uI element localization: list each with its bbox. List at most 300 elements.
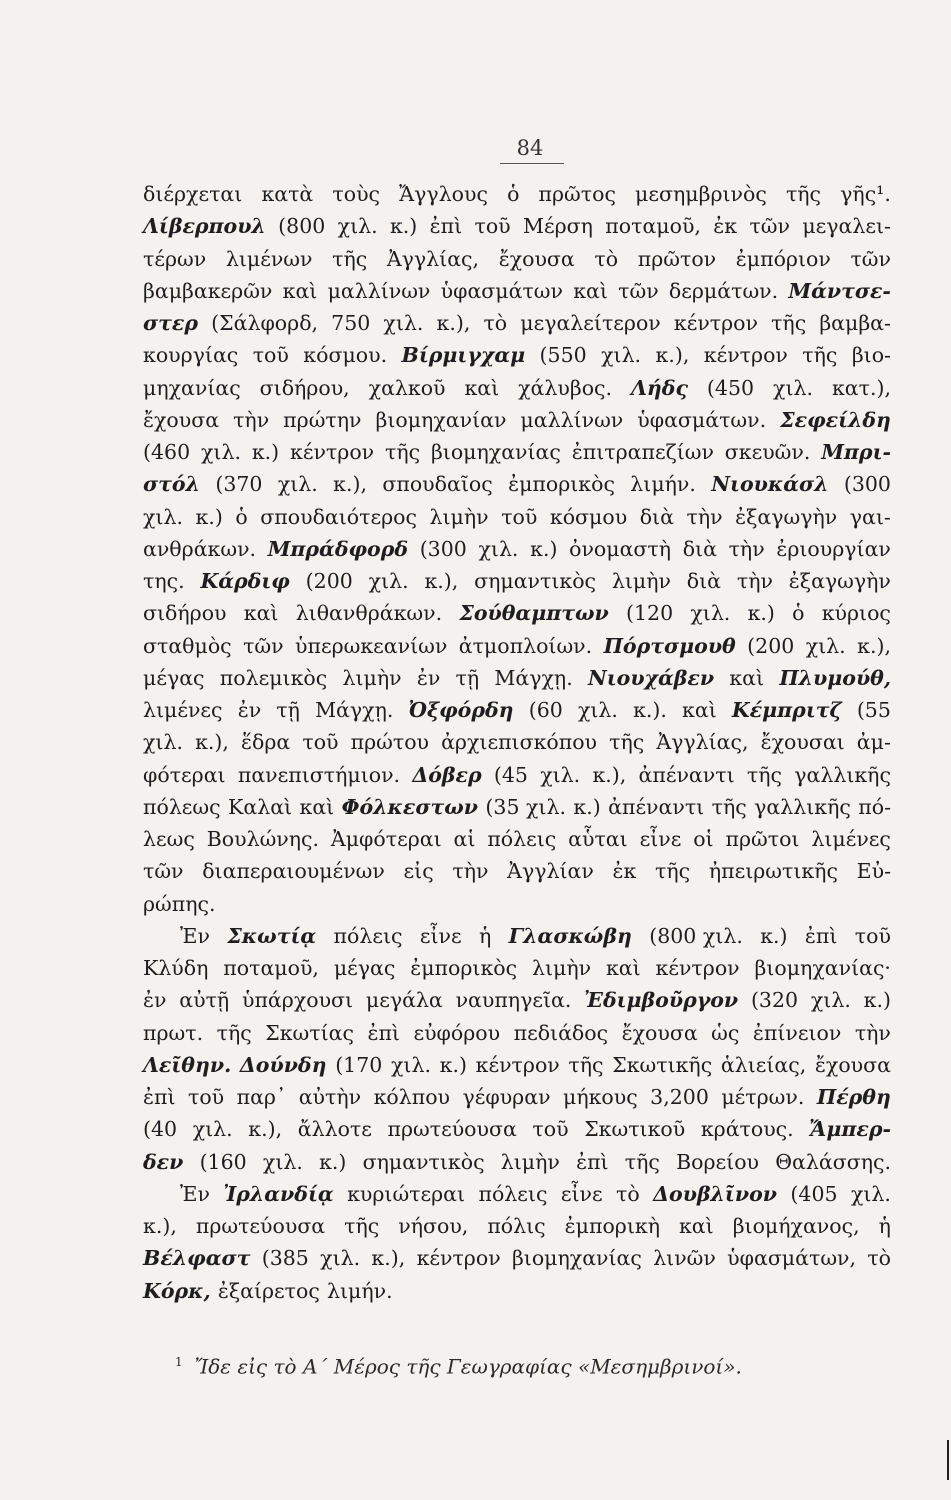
- word: πρώτην: [283, 407, 362, 432]
- word: τῆς: [802, 343, 838, 368]
- word: χιλ.: [540, 762, 581, 787]
- word: ὑπερωκεανίων: [295, 633, 448, 658]
- word: Ἀμφότεραι: [330, 827, 442, 851]
- text-line: [143, 855, 891, 887]
- text-line: [143, 565, 891, 597]
- word: ἐπίνειον: [752, 1020, 842, 1045]
- word: (40: [143, 1117, 178, 1142]
- footnote-marker: 1: [175, 1355, 183, 1369]
- word: κ.),: [195, 730, 229, 755]
- word: κέντρον: [475, 1052, 560, 1077]
- word: πανεπιστήμιον.: [237, 762, 401, 787]
- word: τῶν: [243, 633, 284, 658]
- word: τῆς: [624, 1149, 660, 1174]
- word: μεγαλείτερον: [520, 311, 661, 335]
- word: χιλ.: [277, 472, 318, 497]
- word: (370: [215, 472, 263, 497]
- text-line: [143, 823, 891, 855]
- word: Μάγχῃ.: [315, 698, 394, 722]
- word: λιμὴν: [500, 1149, 560, 1174]
- word: ἐπὶ: [804, 923, 838, 948]
- word: Ἀγγλίας,: [656, 730, 749, 755]
- word: κ.): [863, 988, 891, 1013]
- text-line: [143, 984, 891, 1016]
- word: χιλ.: [690, 601, 731, 626]
- place-name: Σούθαμπτων: [459, 601, 609, 626]
- word: ανθράκων.: [143, 536, 257, 561]
- word: χιλ.: [577, 698, 618, 722]
- word: λιμὴν: [531, 956, 592, 980]
- word: νήσου,: [398, 1214, 469, 1238]
- place-name: Μάντσε-: [788, 278, 891, 303]
- word: (55: [856, 698, 891, 722]
- word: σκευῶν.: [724, 440, 811, 464]
- word: ποταμοῦ,: [605, 214, 701, 239]
- text-line: [143, 630, 891, 662]
- footnote-text: Ἴδε εἰς τὸ Α´ Μέρος τῆς Γεωγραφίας «Μεσημβρινοί».: [194, 1354, 742, 1379]
- word: κόλπου: [373, 1085, 451, 1109]
- word: ἐξαίρετος: [217, 1278, 320, 1303]
- word: καὶ: [682, 698, 717, 722]
- word: (550: [539, 343, 587, 368]
- text-line: [143, 339, 891, 371]
- word: καὶ: [464, 375, 500, 400]
- word: κ.).: [633, 698, 667, 722]
- word: χιλ.: [368, 569, 409, 593]
- word: γαλλικῆς: [754, 794, 851, 819]
- word: (200: [747, 633, 795, 658]
- word: ἔχουσα: [621, 1020, 698, 1045]
- word: (60: [528, 698, 563, 722]
- word: λιμήν.: [630, 472, 696, 497]
- text-line: [143, 1146, 891, 1178]
- place-name: Λήδς: [631, 375, 688, 400]
- text-line: [143, 275, 891, 307]
- word: ἐκ: [713, 214, 738, 239]
- word: γέφυραν: [462, 1085, 551, 1109]
- word: τῇ: [276, 698, 300, 722]
- word: κ.),: [655, 343, 690, 368]
- word: πρῶτος: [538, 182, 616, 206]
- word: διὰ: [682, 536, 717, 561]
- word: κύριος: [821, 601, 891, 626]
- text-line: [143, 1017, 891, 1049]
- word: διὰ: [686, 569, 722, 593]
- text-line: [143, 468, 891, 500]
- word: αὐτῇ: [179, 988, 230, 1013]
- word: χιλ.: [601, 343, 642, 368]
- word: της.: [143, 569, 185, 593]
- word: Μέρση: [523, 214, 593, 239]
- word: Σκωτικοῦ: [584, 1117, 686, 1142]
- place-name: Πόρτσμουθ: [603, 633, 736, 658]
- text-line: [143, 533, 891, 565]
- word: αὐτὴν: [298, 1085, 362, 1109]
- word: κ.),: [592, 762, 627, 787]
- word: ἀτμοπλοίων.: [458, 633, 593, 658]
- word: τῆς: [785, 182, 822, 206]
- word: πρῶτον: [637, 246, 717, 271]
- word: κ.),: [857, 633, 891, 658]
- word: βιομηχανίαν: [375, 407, 507, 432]
- word: κόσμου.: [303, 343, 388, 368]
- word: βαμβακερῶν: [143, 278, 273, 303]
- word: τοῦ: [854, 923, 891, 948]
- place-name: Σεφείλδη: [780, 407, 891, 432]
- text-line: [143, 597, 891, 629]
- word: χιλ.: [478, 536, 519, 561]
- word: ἔχουσα: [143, 407, 220, 432]
- word: καὶ: [605, 956, 641, 980]
- word: Κλύδη: [143, 956, 209, 980]
- word: ἔχουσα: [498, 246, 575, 271]
- word: κέντρον: [673, 311, 758, 335]
- word: κ.): [319, 1149, 347, 1174]
- word: ἐν: [416, 665, 441, 690]
- word: βιο-: [851, 343, 891, 368]
- word: σταθμὸς: [143, 633, 232, 658]
- word: ἀμ-: [856, 730, 891, 755]
- word: (300: [419, 536, 467, 561]
- word: τοῦ: [302, 730, 339, 755]
- word: πόλις: [487, 1214, 546, 1238]
- word: πρώτου: [350, 730, 429, 755]
- word: (35 χιλ.: [485, 794, 566, 819]
- place-name: Μπράδφορδ: [267, 536, 409, 561]
- word: λιμένες: [143, 698, 223, 722]
- word: Ἄγγλους: [399, 182, 488, 206]
- word: (800: [278, 214, 326, 239]
- word: τῆς: [344, 1214, 380, 1238]
- word: Βουλώνης.: [206, 827, 320, 851]
- text-line: [143, 1275, 891, 1307]
- word: Εὐ-: [856, 859, 891, 884]
- word: τῆς: [384, 440, 421, 464]
- word: χιλ.: [143, 730, 183, 755]
- word: τοὺς: [332, 182, 381, 206]
- word: (120: [625, 601, 674, 626]
- word: κ.),: [143, 1214, 177, 1238]
- word: (45: [493, 762, 528, 787]
- word: ἐριουργίαν: [776, 536, 891, 561]
- word: κ.),: [248, 1117, 283, 1142]
- word: ἐπὶ: [576, 1149, 609, 1174]
- word: κέντρον: [703, 343, 788, 368]
- word: χιλ.: [192, 1117, 233, 1142]
- place-name: στόλ: [143, 472, 200, 497]
- word: (460: [143, 440, 191, 464]
- place-name: Νιουκάσλ: [711, 472, 829, 497]
- word: ἐξαγωγὴν: [788, 569, 891, 593]
- word: χιλ.: [320, 1246, 361, 1271]
- word: ἀπέναντι: [638, 762, 735, 787]
- place-name: Κάρδιφ: [200, 569, 290, 593]
- text-line: [143, 662, 891, 694]
- word: μηχανίας: [143, 375, 241, 400]
- text-line: [143, 1081, 891, 1113]
- word: ναυπηγεῖα.: [455, 988, 572, 1013]
- word: βιομηχανίας: [511, 1246, 642, 1271]
- word: πόλεως: [143, 794, 221, 819]
- text-line: [143, 1049, 891, 1081]
- word: κράτους.: [700, 1117, 794, 1142]
- word: λιμὴν: [611, 569, 671, 593]
- place-name: Πέρθη: [816, 1085, 891, 1109]
- word: ἐπὶ: [367, 1020, 400, 1045]
- word: (800 χιλ.: [649, 923, 743, 948]
- word: μέτρων.: [721, 1085, 805, 1109]
- place-name: στερ: [143, 311, 199, 335]
- word: σιδήρου: [143, 601, 227, 626]
- word: ἐν: [237, 698, 262, 722]
- text-line: [143, 178, 891, 210]
- text-line: [143, 501, 891, 533]
- place-name: Πλυμούθ,: [779, 665, 891, 690]
- text-line: [143, 307, 891, 339]
- word: Μάγχῃ.: [494, 665, 573, 690]
- word: χιλ.: [850, 1181, 891, 1206]
- word: πό-: [858, 794, 891, 819]
- word: Ἐν: [180, 1181, 210, 1206]
- word: μέγας: [143, 665, 205, 690]
- word: κ.): [747, 601, 775, 626]
- word: τοῦ: [252, 343, 289, 368]
- word: μεσημβρινὸς: [635, 182, 767, 206]
- page-edge-mark: [947, 1440, 949, 1480]
- word: τὸ: [594, 246, 619, 271]
- word: ἀπέναντι: [608, 794, 705, 819]
- word: χιλ.: [773, 375, 813, 400]
- word: (Σάλφορδ,: [211, 311, 319, 335]
- place-name: Κέμπριτζ: [731, 698, 842, 722]
- word: γῆς¹.: [840, 182, 891, 206]
- text-line: [143, 1113, 891, 1145]
- word: ἔχουσαι: [760, 730, 845, 755]
- word: τέρων: [143, 246, 207, 271]
- word: (170: [335, 1052, 383, 1077]
- word: γαλλικῆς: [794, 762, 891, 787]
- place-name: Δουβλῖνον: [653, 1181, 777, 1206]
- word: διέρχεται: [143, 182, 243, 206]
- word: κ.): [389, 214, 418, 239]
- word: εἶνε: [639, 827, 682, 851]
- word: κ.): [760, 923, 788, 948]
- word: βιομήχανος,: [732, 1214, 860, 1238]
- word: ἐμπορικὴ: [564, 1214, 660, 1238]
- place-name: Φόλκεστων: [341, 794, 478, 819]
- word: ὁ: [792, 601, 805, 626]
- word: σπουδαιότερος: [260, 504, 417, 529]
- text-line: [143, 1178, 891, 1210]
- word: ὑφασμάτων: [440, 278, 563, 303]
- word: ὑφασμάτων.: [637, 407, 767, 432]
- word: μέγας: [333, 956, 396, 980]
- word: ἐμπορικὸς: [508, 472, 615, 497]
- word: ὡς: [711, 1020, 740, 1045]
- word: (320: [750, 988, 799, 1013]
- word: Σκωτίας: [265, 1020, 354, 1045]
- word: κόσμου: [549, 504, 628, 529]
- word: τῶν: [143, 859, 184, 884]
- place-name: Δόβερ: [412, 762, 482, 787]
- word: τὴν: [452, 859, 489, 884]
- word: τὴν: [686, 504, 723, 529]
- word: κέντρον: [290, 440, 375, 464]
- place-name: Ἐδιμβοῦργον: [584, 988, 739, 1013]
- word: ἐν: [143, 988, 167, 1013]
- word: λιθανθράκων.: [295, 601, 443, 626]
- text-line: [143, 404, 891, 436]
- place-name: Μπρι-: [821, 440, 891, 464]
- word: χιλ.: [143, 504, 183, 529]
- word: χιλ.: [810, 988, 851, 1013]
- word: ἡ: [478, 923, 492, 948]
- text-line: [143, 888, 891, 920]
- place-name: Κόρκ,: [143, 1278, 211, 1303]
- word: χιλ.: [262, 1149, 303, 1174]
- text-line: [143, 1242, 891, 1274]
- place-name: Ἰρλανδίᾳ: [223, 1181, 334, 1206]
- body-text: [143, 178, 891, 1307]
- place-name: Ἄμπερ-: [809, 1117, 891, 1142]
- word: καὶ: [243, 601, 279, 626]
- word: μαλλίνων: [520, 407, 624, 432]
- word: αἱ: [453, 827, 476, 851]
- word: τῆς: [655, 859, 691, 884]
- word: ἐμπόριον: [735, 246, 831, 271]
- word: Σκωτικῆς: [612, 1052, 713, 1077]
- text-line: [143, 726, 891, 758]
- word: ὑφασμάτων,: [727, 1246, 857, 1271]
- word: τοῦ: [474, 214, 511, 239]
- word: τῆς: [609, 730, 645, 755]
- word: 3,200: [650, 1085, 709, 1109]
- word: πόλεις: [478, 1181, 548, 1206]
- text-line: [143, 791, 891, 823]
- word: (200: [305, 569, 353, 593]
- word: ἁλιείας,: [720, 1052, 807, 1077]
- word: λεως: [143, 827, 195, 851]
- word: σημαντικὸς: [474, 569, 597, 593]
- word: σημαντικὸς: [362, 1149, 485, 1174]
- word: καὶ: [299, 794, 335, 819]
- word: σπουδαῖος: [382, 472, 493, 497]
- word: ἕδρα: [241, 730, 291, 755]
- word: (405: [790, 1181, 838, 1206]
- footnote: [175, 1346, 875, 1383]
- word: τῶν: [850, 246, 891, 271]
- word: κ.): [195, 504, 223, 529]
- word: κέντρον: [655, 956, 740, 980]
- word: χιλ.: [383, 311, 424, 335]
- word: πολεμικὸς: [219, 665, 328, 690]
- word: πόλεις: [333, 923, 403, 948]
- word: ἐμπορικὸς: [410, 956, 518, 980]
- place-name: δεν: [143, 1149, 184, 1174]
- word: αὗται: [568, 827, 628, 851]
- word: πρωτεύουσα: [387, 1117, 517, 1142]
- word: κ.): [439, 1052, 467, 1077]
- header-rule: [500, 163, 564, 164]
- word: ἐξαγωγὴν: [735, 504, 838, 529]
- word: σιδήρου,: [259, 375, 350, 400]
- word: (160: [199, 1149, 247, 1174]
- text-line: [143, 372, 891, 404]
- word: Ἐν: [180, 923, 210, 948]
- word: πρῶτοι: [725, 827, 800, 851]
- text-line: [143, 243, 891, 275]
- word: βιομηχανίας·: [754, 956, 891, 980]
- word: διαπεραιουμένων: [202, 859, 385, 884]
- word: τὴν: [728, 536, 765, 561]
- word: μεγαλει-: [802, 214, 891, 239]
- word: κυριώτεραι: [347, 1181, 466, 1206]
- word: μαλλίνων: [327, 278, 431, 303]
- word: πόλεις: [487, 827, 557, 851]
- word: πεδιάδος: [513, 1020, 609, 1045]
- place-name: Γλασκώβη: [508, 923, 632, 948]
- word: χάλυβος.: [518, 375, 613, 400]
- word: ὀνομαστὴ: [569, 536, 672, 561]
- word: λιμὴν: [429, 504, 489, 529]
- word: ὁ: [507, 182, 520, 206]
- word: κουργίας: [143, 343, 239, 368]
- word: τῇ: [455, 665, 480, 690]
- text-line: [143, 759, 891, 791]
- word: (300: [843, 472, 891, 497]
- word: βιομηχανίας: [430, 440, 561, 464]
- word: ἐπὶ: [143, 1085, 176, 1109]
- place-name: Βέλφαστ: [143, 1246, 251, 1271]
- text-line: [143, 952, 891, 984]
- word: οἱ: [693, 827, 714, 851]
- word: ἐπὶ: [429, 214, 463, 239]
- word: πρωτ.: [143, 1020, 204, 1045]
- place-name: Δούνδη: [239, 1052, 327, 1077]
- word: χαλκοῦ: [368, 375, 446, 400]
- word: τῆς: [711, 794, 747, 819]
- word: λιμήν.: [327, 1278, 393, 1303]
- word: κ.),: [333, 472, 368, 497]
- word: κατ.),: [831, 375, 891, 400]
- text-line: [143, 210, 891, 242]
- word: τὸ: [867, 1246, 891, 1271]
- word: λινῶν: [653, 1246, 716, 1271]
- text-line: [143, 694, 891, 726]
- word: 750: [331, 311, 371, 335]
- word: τῆς: [332, 246, 368, 271]
- word: δερμάτων.: [668, 278, 779, 303]
- word: γαι-: [849, 504, 891, 529]
- page-number: 84: [516, 136, 544, 160]
- word: λιμένων: [225, 246, 313, 271]
- word: παρ᾽: [236, 1085, 287, 1109]
- word: καὶ: [678, 1214, 714, 1238]
- word: κατὰ: [261, 182, 314, 206]
- place-name: Νιουχάβεν: [587, 665, 715, 690]
- text-line: [143, 920, 891, 952]
- word: Καλαὶ: [228, 794, 293, 819]
- word: καὶ: [573, 278, 608, 303]
- word: χιλ.: [805, 633, 846, 658]
- word: διὰ: [639, 504, 674, 529]
- place-name: Λίβερπουλ: [143, 214, 266, 239]
- word: κ.): [530, 536, 558, 561]
- word: τῆς: [216, 1020, 252, 1045]
- word: τῆς: [746, 762, 782, 787]
- word: (450: [706, 375, 755, 400]
- word: καὶ: [282, 278, 318, 303]
